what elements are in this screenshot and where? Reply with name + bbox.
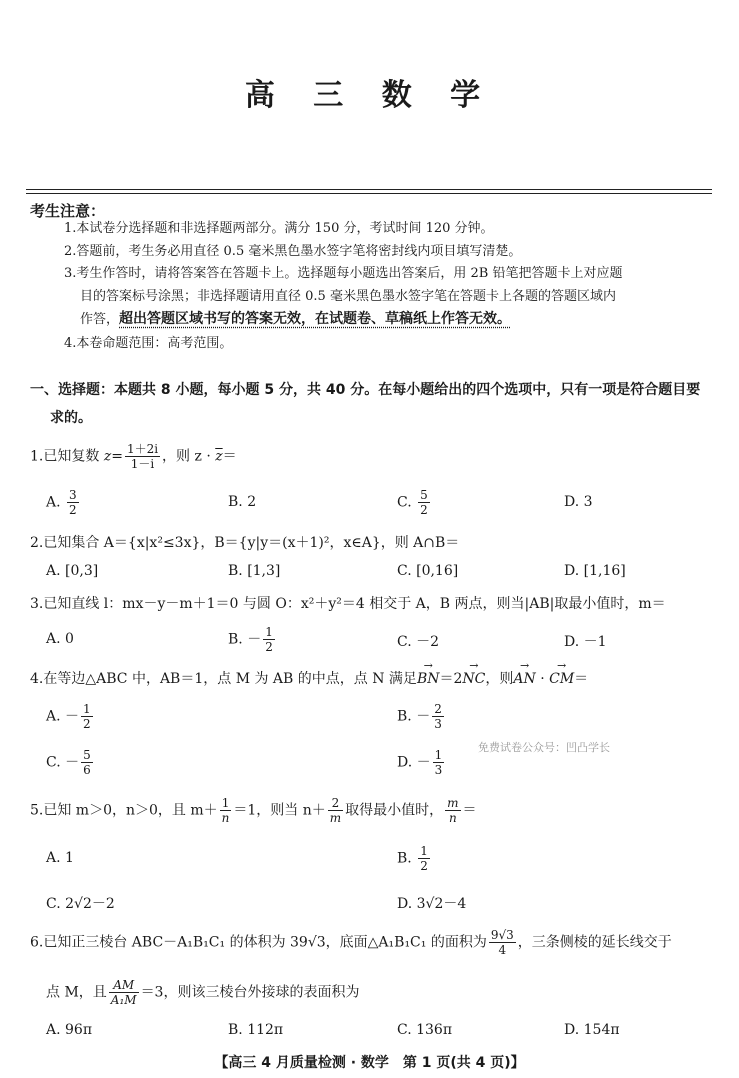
question-2: 2.已知集合 A＝{x|x²≤3x}，B＝{y|y＝(x＋1)²，x∈A}，则 A∩B＝ xyxy=(30,535,460,551)
notice-item-3-end xyxy=(80,308,511,331)
q3-b-num: 1 xyxy=(265,625,273,639)
q4-option-a-frac xyxy=(81,702,93,731)
q1-a-num: 3 xyxy=(69,488,77,502)
notice-item-3-tail: 作答， xyxy=(80,312,120,327)
q4-stem-pre: 4.在等边△ABC 中，AB＝1，点 M 为 AB 的中点，点 N 满足 xyxy=(30,671,417,687)
question-3: 3.已知直线 l：mx－y－m＋1＝0 与圆 O：x²＋y²＝4 相交于 A，B 两点，则当|AB|取最小值时，m＝ xyxy=(30,596,666,612)
q1-zbar: $\overline{z}$ xyxy=(215,448,223,465)
q6-ratio-num: AM xyxy=(109,978,139,993)
q5-b-den: 2 xyxy=(420,859,428,873)
q5-option-c[interactable]: C. 2√2－2 xyxy=(46,896,115,912)
q6-line1-post: ，三条侧棱的延长线交于 xyxy=(517,934,672,951)
q5-f3-num: m xyxy=(447,796,459,810)
q5-mid2: 取得最小值时， xyxy=(345,802,444,819)
q4-option-b-frac xyxy=(432,702,444,731)
q4-b-den: 3 xyxy=(434,717,442,731)
question-6-line2 xyxy=(46,978,359,1007)
q4-option-c-label: C. － xyxy=(46,754,80,771)
q4-option-d-label: D. － xyxy=(397,754,431,771)
q3-option-c[interactable]: C. －2 xyxy=(397,634,440,650)
q1-option-c-frac xyxy=(418,488,430,517)
q4-c-num: 5 xyxy=(83,748,91,762)
q4-stem-mid: ，则 xyxy=(485,671,514,687)
q3-option-b[interactable] xyxy=(228,625,277,654)
q2-option-c[interactable]: C. [0,16] xyxy=(397,563,459,579)
q3-option-b-frac xyxy=(263,625,275,654)
q4-vector-an: → AN xyxy=(513,671,535,687)
notice-emphasis: 超出答题区域书写的答案无效，在试题卷、草稿纸上作答无效。 xyxy=(119,311,512,327)
q5-frac-3 xyxy=(445,796,460,825)
q4-a-num: 1 xyxy=(83,702,91,716)
q1-c-den: 2 xyxy=(420,503,428,517)
q6-frac-area xyxy=(489,928,516,957)
q4-option-a-label: A. － xyxy=(46,708,80,725)
section-heading xyxy=(30,376,720,432)
q6-line1-pre: 6.已知正三棱台 ABC－A₁B₁C₁ 的体积为 39√3，底面△A₁B₁C₁ 的面积为 xyxy=(30,934,487,951)
q1-option-a-frac xyxy=(67,488,79,517)
q1-z: z xyxy=(103,448,112,465)
q6-option-a[interactable]: A. 96π xyxy=(46,1022,93,1038)
q4-b-num: 2 xyxy=(434,702,442,716)
q4-option-b[interactable] xyxy=(397,702,446,731)
q4-option-a[interactable] xyxy=(46,702,95,731)
q4-mid: ＝2 xyxy=(439,671,463,687)
question-6-line1 xyxy=(30,928,672,957)
q5-option-b-frac xyxy=(418,844,430,873)
q1-option-b[interactable]: B. 2 xyxy=(228,494,257,510)
q1-option-a-label: A. xyxy=(46,494,66,511)
watermark: 免费试卷公众号：凹凸学长 xyxy=(478,741,610,754)
page-title: 高 三 数 学 xyxy=(244,78,495,113)
q4-option-b-label: B. － xyxy=(397,708,431,725)
q5-frac-2 xyxy=(328,796,343,825)
q4-vector-nc: → NC xyxy=(462,671,485,687)
q5-mid: ＝1，则当 n＋ xyxy=(233,802,326,819)
question-4 xyxy=(30,668,588,688)
q4-vector-bn: → BN xyxy=(417,671,440,687)
section-heading-line1: 一、选择题：本题共 8 小题，每小题 5 分，共 40 分。在每小题给出的四个选项中，只有一项是符合题目要 xyxy=(30,382,701,398)
q4-option-d-frac xyxy=(433,748,445,777)
q1-tail: ＝ xyxy=(222,448,237,465)
q5-option-b[interactable] xyxy=(397,844,432,873)
notice-item-3: 3.考生作答时，请将答案答在答题卡上。选择题每小题选出答案后，用 2B 铅笔把答题卡上对应题 xyxy=(64,266,623,281)
q4-d-den: 3 xyxy=(434,763,443,777)
q5-frac-1 xyxy=(220,796,232,825)
q6-option-c[interactable]: C. 136π xyxy=(397,1022,453,1038)
q2-option-d[interactable]: D. [1,16] xyxy=(564,563,626,579)
q5-b-num: 1 xyxy=(420,844,428,858)
q6-ratio-den: A₁M xyxy=(110,993,137,1007)
section-heading-line2: 求的。 xyxy=(50,410,92,426)
q5-option-d[interactable]: D. 3√2－4 xyxy=(397,896,467,912)
title-divider-thick xyxy=(26,193,712,194)
q6-area-den: 4 xyxy=(498,943,507,957)
q4-option-c-frac xyxy=(81,748,93,777)
q2-option-a[interactable]: A. [0,3] xyxy=(46,563,99,579)
notice-heading: 考生注意： xyxy=(30,202,106,220)
q4-dot: · xyxy=(535,671,550,687)
q5-option-b-label: B. xyxy=(397,850,417,867)
notice-item-2: 2.答题前，考生务必用直径 0.5 毫米黑色墨水签字笔将密封线内项目填写清楚。 xyxy=(64,244,522,259)
q4-c-den: 6 xyxy=(83,763,91,777)
q1-num: 1＋2i xyxy=(126,442,159,456)
q6-option-b[interactable]: B. 112π xyxy=(228,1022,284,1038)
notice-item-3-cont: 目的答案标号涂黑；非选择题请用直径 0.5 毫米黑色墨水签字笔在答题卡上各题的答题区域内 xyxy=(80,289,616,304)
q1-den: 1－i xyxy=(130,457,155,471)
q6-line2-post: ＝3，则该三棱台外接球的表面积为 xyxy=(140,984,360,1001)
q5-f1-num: 1 xyxy=(220,796,232,811)
q1-stem-post: ，则 z · xyxy=(162,448,216,465)
q6-area-num: 9√3 xyxy=(490,928,514,942)
q1-option-c[interactable] xyxy=(397,488,432,517)
q5-option-a[interactable]: A. 1 xyxy=(46,850,74,866)
q1-c-num: 5 xyxy=(420,488,428,502)
q3-option-b-label: B. － xyxy=(228,631,262,648)
q3-b-den: 2 xyxy=(265,640,273,654)
q1-stem-pre: 1.已知复数 xyxy=(30,448,104,465)
q1-a-den: 2 xyxy=(69,503,77,517)
q6-frac-ratio xyxy=(109,978,139,1007)
q1-eq: = xyxy=(111,448,123,465)
q2-option-b[interactable]: B. [1,3] xyxy=(228,563,281,579)
q5-f2-den: m xyxy=(329,811,342,825)
question-5 xyxy=(30,796,477,825)
q4-a-den: 2 xyxy=(83,717,91,731)
page-footer: 【高三 4 月质量检测 · 数学 第 1 页(共 4 页)】 xyxy=(214,1055,525,1071)
q1-option-c-label: C. xyxy=(397,494,417,511)
title-divider xyxy=(26,189,712,190)
q5-tail: ＝ xyxy=(462,802,477,819)
q1-option-a[interactable] xyxy=(46,488,81,517)
q3-option-a[interactable]: A. 0 xyxy=(46,631,74,647)
q1-fraction xyxy=(125,442,160,471)
q4-vector-cm: → CM xyxy=(549,671,574,687)
q6-line2-pre: 点 M，且 xyxy=(46,984,107,1001)
question-1 xyxy=(30,442,237,471)
q4-option-c[interactable] xyxy=(46,748,95,777)
q5-f2-num: 2 xyxy=(328,796,343,811)
notice-item-1: 1.本试卷分选择题和非选择题两部分。满分 150 分，考试时间 120 分钟。 xyxy=(64,221,494,236)
q5-f3-den: n xyxy=(448,811,457,825)
q4-option-d[interactable] xyxy=(397,748,446,777)
q1-option-d[interactable]: D. 3 xyxy=(564,494,593,510)
q5-stem-pre: 5.已知 m＞0，n＞0，且 m＋ xyxy=(30,802,218,819)
q4-d-num: 1 xyxy=(434,748,443,762)
q3-option-d[interactable]: D. －1 xyxy=(564,634,607,650)
q6-option-d[interactable]: D. 154π xyxy=(564,1022,620,1038)
notice-item-4: 4.本卷命题范围：高考范围。 xyxy=(64,336,233,351)
q4-tail: ＝ xyxy=(574,671,589,687)
q5-f1-den: n xyxy=(221,811,230,825)
